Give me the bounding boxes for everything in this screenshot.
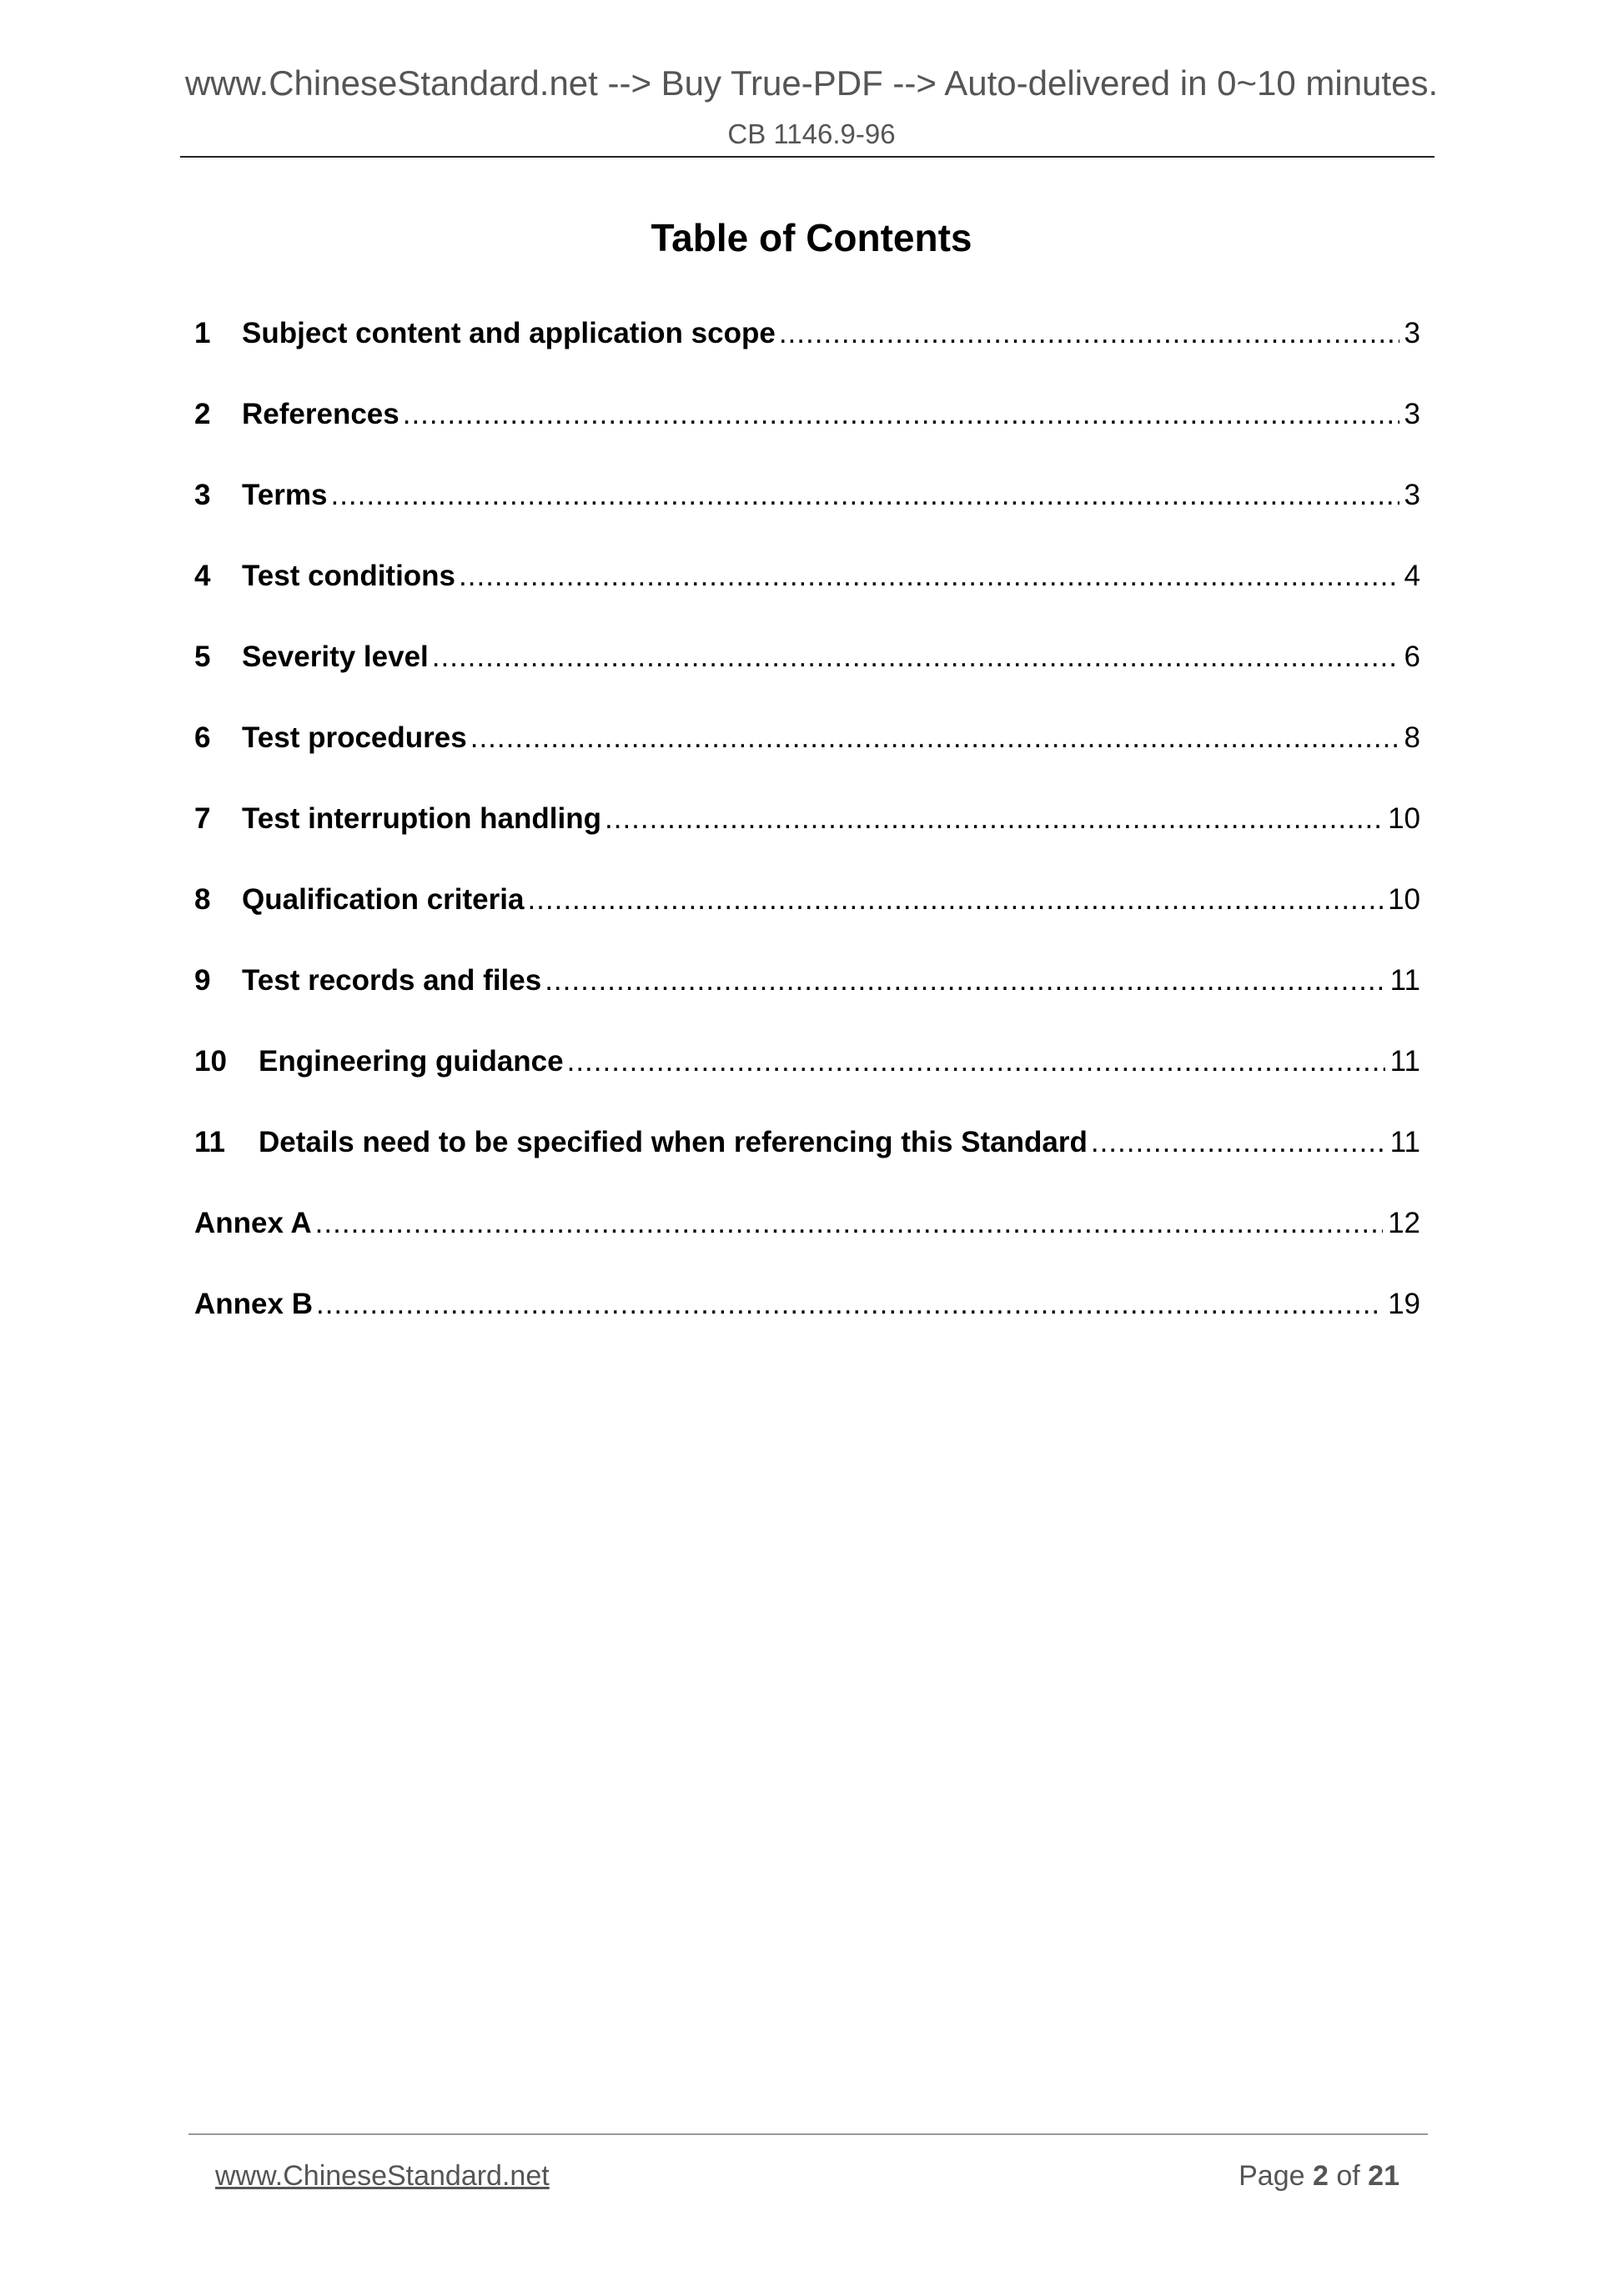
- toc-entry[interactable]: [194, 721, 1420, 802]
- page-current: 2: [1312, 2160, 1329, 2192]
- toc-entry-label: Subject content and application scope: [242, 317, 776, 349]
- toc-entry[interactable]: [194, 317, 1420, 398]
- toc-entry-label: Annex B: [194, 1288, 313, 1320]
- toc-entry-number: 8: [194, 883, 211, 916]
- page-total: 21: [1368, 2160, 1399, 2192]
- table-of-contents: [194, 317, 1420, 1369]
- dot-leader: [315, 1207, 1383, 1240]
- toc-entry-label: Test procedures: [242, 721, 467, 754]
- toc-entry[interactable]: [194, 1126, 1420, 1207]
- footer-divider: [188, 2133, 1428, 2135]
- toc-entry-page: 11: [1389, 964, 1420, 997]
- toc-entry[interactable]: [194, 398, 1420, 479]
- header-banner: www.ChineseStandard.net --> Buy True-PDF --> Auto-delivered in 0~10 minutes.: [184, 63, 1439, 103]
- toc-entry-number: 11: [194, 1126, 225, 1158]
- toc-entry-page: 3: [1404, 398, 1420, 430]
- toc-entry-page: 11: [1389, 1045, 1420, 1078]
- toc-entry[interactable]: [194, 802, 1420, 883]
- dot-leader: [545, 964, 1384, 997]
- toc-entry-label: Test conditions: [242, 560, 456, 592]
- toc-entry-page: 4: [1404, 560, 1420, 592]
- toc-entry-number: 2: [194, 398, 211, 430]
- toc-entry-label: References: [242, 398, 399, 430]
- dot-leader: [1091, 1126, 1385, 1159]
- toc-entry-page: 3: [1404, 317, 1420, 349]
- toc-entry-number: 10: [194, 1045, 227, 1078]
- toc-entry-page: 8: [1404, 721, 1420, 754]
- dot-leader: [432, 641, 1399, 674]
- dot-leader: [567, 1045, 1385, 1078]
- toc-entry-number: 1: [194, 317, 211, 349]
- toc-entry-number: 4: [194, 560, 211, 592]
- toc-entry[interactable]: [194, 1045, 1420, 1126]
- toc-entry[interactable]: [194, 964, 1420, 1045]
- toc-entry-page: 19: [1388, 1288, 1420, 1320]
- page-title: Table of Contents: [651, 216, 972, 259]
- toc-entry-number: 9: [194, 964, 211, 997]
- toc-entry-page: 12: [1388, 1207, 1420, 1239]
- toc-entry-page: 6: [1404, 641, 1420, 673]
- toc-entry[interactable]: [194, 560, 1420, 641]
- toc-entry[interactable]: [194, 641, 1420, 721]
- header-divider: [180, 156, 1435, 158]
- toc-entry-number: 3: [194, 479, 211, 511]
- toc-entry-label: Details need to be specified when referencing this Standard: [259, 1126, 1088, 1158]
- toc-entry-number: 6: [194, 721, 211, 754]
- page-prefix: Page: [1239, 2160, 1305, 2192]
- dot-leader: [330, 479, 1399, 512]
- toc-entry-number: 7: [194, 802, 211, 835]
- toc-entry-page: 11: [1389, 1126, 1420, 1158]
- toc-entry-label: Qualification criteria: [242, 883, 525, 916]
- toc-entry-label: Terms: [242, 479, 328, 511]
- toc-entry-label: Engineering guidance: [259, 1045, 564, 1078]
- toc-entry[interactable]: [194, 883, 1420, 964]
- toc-entry-number: 5: [194, 641, 211, 673]
- dot-leader: [605, 802, 1383, 836]
- toc-entry[interactable]: [194, 1207, 1420, 1288]
- dot-leader: [779, 317, 1399, 350]
- dot-leader: [459, 560, 1399, 593]
- toc-entry-label: Severity level: [242, 641, 429, 673]
- toc-entry-label: Annex A: [194, 1207, 312, 1239]
- toc-entry-label: Test interruption handling: [242, 802, 601, 835]
- standard-code: CB 1146.9-96: [727, 118, 896, 149]
- toc-entry[interactable]: [194, 479, 1420, 560]
- toc-entry-page: 3: [1404, 479, 1420, 511]
- footer-website-link[interactable]: www.ChineseStandard.net: [215, 2160, 550, 2192]
- page-number: [1239, 2160, 1399, 2193]
- toc-entry[interactable]: [194, 1288, 1420, 1369]
- toc-entry-label: Test records and files: [242, 964, 542, 997]
- dot-leader: [470, 721, 1399, 755]
- toc-entry-page: 10: [1388, 883, 1420, 916]
- dot-leader: [316, 1288, 1383, 1321]
- dot-leader: [403, 398, 1399, 431]
- dot-leader: [527, 883, 1383, 917]
- page-of: of: [1336, 2160, 1360, 2192]
- toc-entry-page: 10: [1388, 802, 1420, 835]
